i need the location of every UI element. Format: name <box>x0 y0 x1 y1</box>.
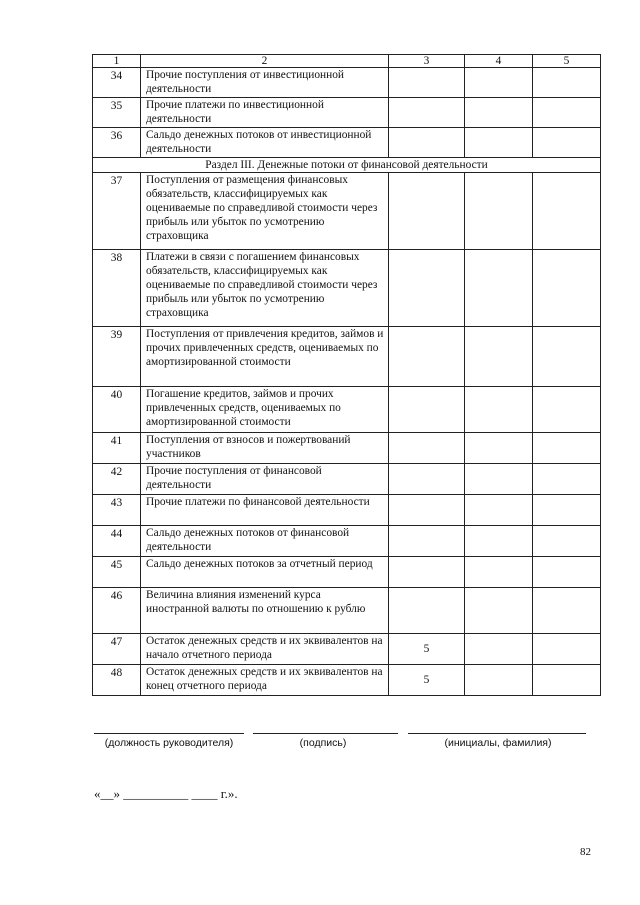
header-cell-3: 3 <box>389 55 465 68</box>
row-value-col5 <box>533 433 601 464</box>
row-description: Платежи в связи с погашением финансовых обязательств, классифицируемых как оцениваемые по справедливой стоимости через прибыль или убыток по усмотрению страховщика <box>141 250 389 327</box>
table-row <box>93 634 601 665</box>
section-title: Раздел III. Денежные потоки от финансовой деятельности <box>93 158 601 173</box>
table-row <box>93 68 601 98</box>
table-row <box>93 128 601 158</box>
row-value-col4 <box>465 557 533 588</box>
row-value-col3 <box>389 433 465 464</box>
row-value-col4 <box>465 526 533 557</box>
row-description: Прочие платежи по финансовой деятельности <box>141 495 389 526</box>
row-value-col5 <box>533 387 601 433</box>
row-value-col4 <box>465 98 533 128</box>
date-line: «__» __________ ____ г.». <box>94 786 238 801</box>
row-number: 39 <box>93 327 141 387</box>
name-signature-line <box>408 733 586 734</box>
row-value-col4 <box>465 495 533 526</box>
row-value-col4 <box>465 173 533 250</box>
row-value-col3 <box>389 464 465 495</box>
row-value-col3 <box>389 526 465 557</box>
row-number: 35 <box>93 98 141 128</box>
table-row <box>93 665 601 696</box>
row-value-col3 <box>389 588 465 634</box>
row-value-col4 <box>465 464 533 495</box>
row-value-col3 <box>389 557 465 588</box>
name-label: (инициалы, фамилия) <box>444 737 552 749</box>
row-value-col4 <box>465 68 533 98</box>
page-number: 82 <box>580 846 591 858</box>
row-value-col4 <box>465 128 533 158</box>
row-value-col5 <box>533 98 601 128</box>
table-row <box>93 433 601 464</box>
row-value-col5 <box>533 327 601 387</box>
row-value-col5 <box>533 557 601 588</box>
row-value-col3 <box>389 68 465 98</box>
row-number: 42 <box>93 464 141 495</box>
row-value-col5 <box>533 526 601 557</box>
row-number: 44 <box>93 526 141 557</box>
row-value-col5 <box>533 464 601 495</box>
row-number: 41 <box>93 433 141 464</box>
row-number: 38 <box>93 250 141 327</box>
row-value-col5 <box>533 665 601 696</box>
row-value-col4 <box>465 634 533 665</box>
row-description: Прочие поступления от инвестиционной деятельности <box>141 68 389 98</box>
table-row <box>93 387 601 433</box>
row-description: Погашение кредитов, займов и прочих привлеченных средств, оцениваемых по амортизированной стоимости <box>141 387 389 433</box>
row-value-col4 <box>465 387 533 433</box>
table-row <box>93 327 601 387</box>
row-number: 34 <box>93 68 141 98</box>
header-cell-2: 2 <box>141 55 389 68</box>
row-value-col3 <box>389 387 465 433</box>
table-row <box>93 250 601 327</box>
row-number: 43 <box>93 495 141 526</box>
row-description: Прочие платежи по инвестиционной деятельности <box>141 98 389 128</box>
signature-label: (подпись) <box>299 737 347 749</box>
row-value-col3 <box>389 128 465 158</box>
table-row <box>93 526 601 557</box>
row-value-col3: 5 <box>389 634 465 665</box>
position-label: (должность руководителя) <box>104 737 234 749</box>
row-value-col5 <box>533 634 601 665</box>
row-value-col4 <box>465 433 533 464</box>
row-value-col3: 5 <box>389 665 465 696</box>
row-number: 46 <box>93 588 141 634</box>
row-number: 40 <box>93 387 141 433</box>
table-row <box>93 173 601 250</box>
row-value-col5 <box>533 68 601 98</box>
row-value-col4 <box>465 250 533 327</box>
row-value-col3 <box>389 327 465 387</box>
row-value-col3 <box>389 250 465 327</box>
row-description: Сальдо денежных потоков от инвестиционной деятельности <box>141 128 389 158</box>
header-cell-5: 5 <box>533 55 601 68</box>
row-description: Остаток денежных средств и их эквивалентов на начало отчетного периода <box>141 634 389 665</box>
row-value-col5 <box>533 495 601 526</box>
row-description: Поступления от размещения финансовых обязательств, классифицируемых как оцениваемые по справедливой стоимости через прибыль или убыток по усмотрению страховщика <box>141 173 389 250</box>
position-signature-line <box>94 733 244 734</box>
row-number: 48 <box>93 665 141 696</box>
row-description: Поступления от привлечения кредитов, займов и прочих привлеченных средств, оцениваемых по амортизированной стоимости <box>141 327 389 387</box>
row-value-col5 <box>533 588 601 634</box>
header-cell-1: 1 <box>93 55 141 68</box>
row-description: Величина влияния изменений курса иностранной валюты по отношению к рублю <box>141 588 389 634</box>
table-row <box>93 557 601 588</box>
table-row <box>93 98 601 128</box>
row-value-col5 <box>533 250 601 327</box>
row-number: 47 <box>93 634 141 665</box>
row-value-col5 <box>533 128 601 158</box>
table-row <box>93 464 601 495</box>
row-description: Остаток денежных средств и их эквивалентов на конец отчетного периода <box>141 665 389 696</box>
table-row <box>93 495 601 526</box>
signature-line <box>253 733 398 734</box>
row-value-col4 <box>465 327 533 387</box>
row-number: 37 <box>93 173 141 250</box>
row-description: Сальдо денежных потоков за отчетный период <box>141 557 389 588</box>
row-value-col3 <box>389 173 465 250</box>
row-value-col4 <box>465 665 533 696</box>
row-value-col3 <box>389 98 465 128</box>
row-value-col5 <box>533 173 601 250</box>
row-description: Сальдо денежных потоков от финансовой деятельности <box>141 526 389 557</box>
row-number: 36 <box>93 128 141 158</box>
row-value-col3 <box>389 495 465 526</box>
row-description: Прочие поступления от финансовой деятельности <box>141 464 389 495</box>
header-cell-4: 4 <box>465 55 533 68</box>
row-description: Поступления от взносов и пожертвований участников <box>141 433 389 464</box>
row-value-col4 <box>465 588 533 634</box>
row-number: 45 <box>93 557 141 588</box>
table-row <box>93 588 601 634</box>
cash-flow-table <box>92 54 601 696</box>
section-header-row <box>93 158 601 173</box>
table-header-row <box>93 55 601 68</box>
